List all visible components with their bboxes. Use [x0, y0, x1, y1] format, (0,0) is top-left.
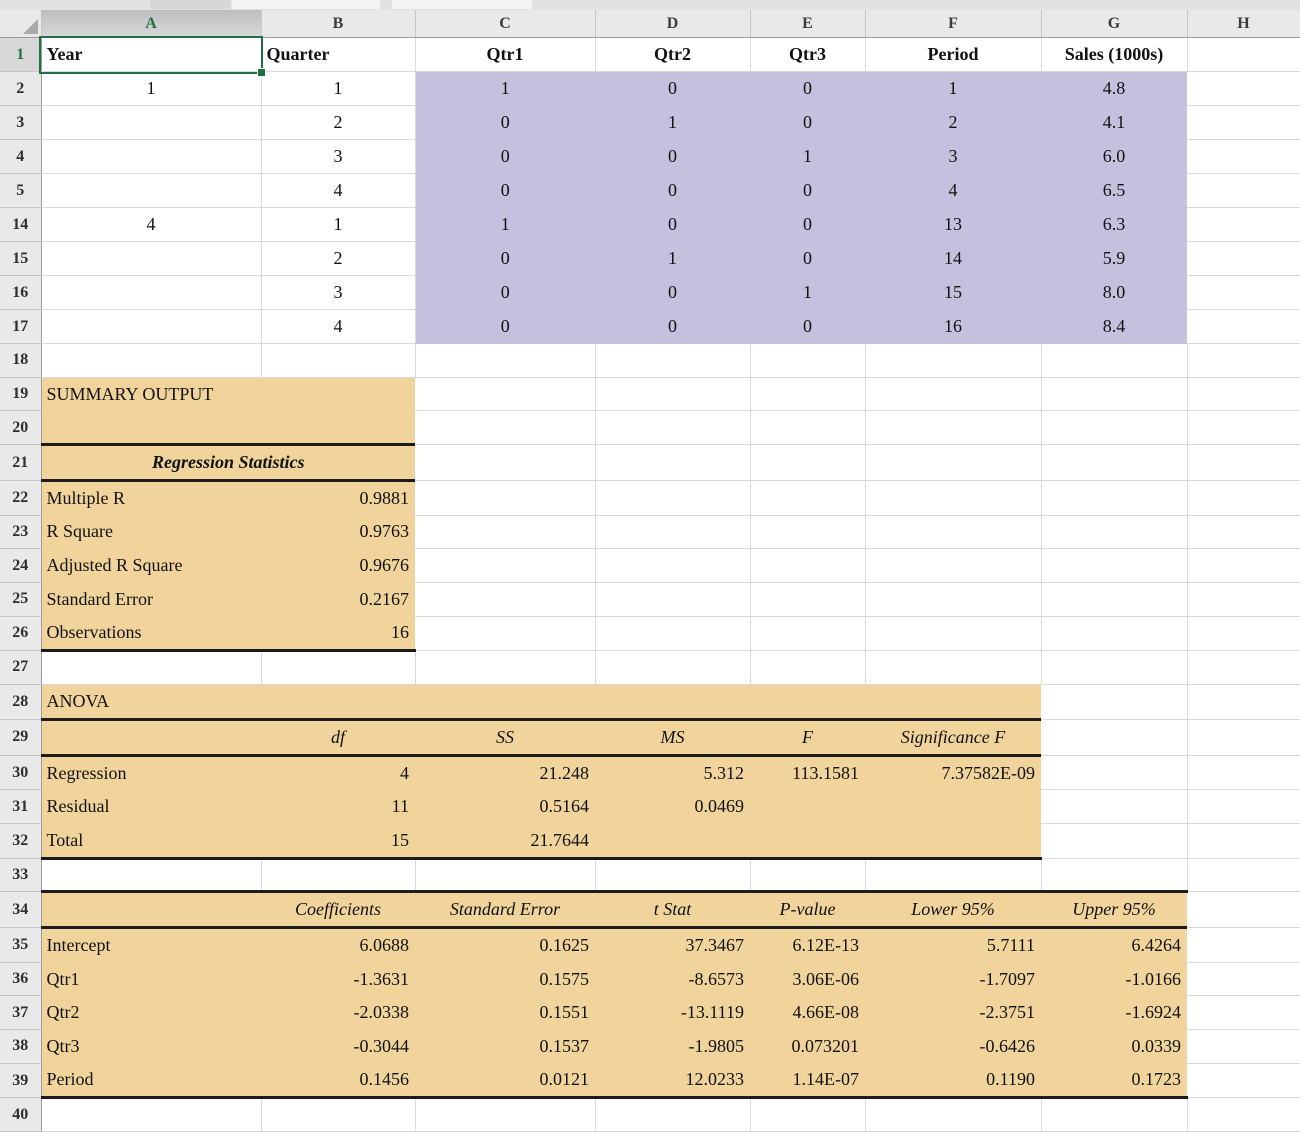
cell-A38[interactable]: Qtr3: [41, 1030, 261, 1064]
cell-B33[interactable]: [261, 858, 415, 892]
cell-A40[interactable]: [41, 1098, 261, 1132]
cell-G20[interactable]: [1041, 411, 1187, 445]
cell-B34[interactable]: Coefficients: [261, 892, 415, 928]
cell-B29[interactable]: df: [261, 719, 415, 755]
cell-F15[interactable]: 14: [865, 242, 1041, 276]
cell-D5[interactable]: 0: [595, 174, 750, 208]
cell-C16[interactable]: 0: [415, 276, 595, 310]
cell-F1[interactable]: Period: [865, 38, 1041, 72]
cell-C20[interactable]: [415, 411, 595, 445]
row-header-4[interactable]: 4: [0, 140, 41, 174]
cell-D31[interactable]: 0.0469: [595, 790, 750, 824]
cell-A32[interactable]: Total: [41, 824, 261, 859]
cell-G4[interactable]: 6.0: [1041, 140, 1187, 174]
cell-B25[interactable]: 0.2167: [261, 582, 415, 616]
cell-E2[interactable]: 0: [750, 72, 865, 106]
cell-C1[interactable]: Qtr1: [415, 38, 595, 72]
cell-H25[interactable]: [1187, 582, 1300, 616]
cell-H2[interactable]: [1187, 72, 1300, 106]
cell-D36[interactable]: -8.6573: [595, 962, 750, 996]
cell-H23[interactable]: [1187, 515, 1300, 549]
cell-D35[interactable]: 37.3467: [595, 928, 750, 963]
cell-E14[interactable]: 0: [750, 208, 865, 242]
cell-C21[interactable]: [415, 445, 595, 481]
cell-H34[interactable]: [1187, 892, 1300, 928]
cell-D14[interactable]: 0: [595, 208, 750, 242]
row-header-15[interactable]: 15: [0, 242, 41, 276]
cell-H24[interactable]: [1187, 549, 1300, 583]
cell-H14[interactable]: [1187, 208, 1300, 242]
cell-A35[interactable]: Intercept: [41, 928, 261, 963]
row-header-36[interactable]: 36: [0, 962, 41, 996]
cell-D39[interactable]: 12.0233: [595, 1063, 750, 1098]
cell-A24[interactable]: Adjusted R Square: [41, 549, 261, 583]
cell-G19[interactable]: [1041, 377, 1187, 411]
cell-E16[interactable]: 1: [750, 276, 865, 310]
cell-B22[interactable]: 0.9881: [261, 481, 415, 516]
cell-E3[interactable]: 0: [750, 106, 865, 140]
row-header-39[interactable]: 39: [0, 1063, 41, 1098]
cell-H37[interactable]: [1187, 996, 1300, 1030]
cell-B16[interactable]: 3: [261, 276, 415, 310]
cell-H15[interactable]: [1187, 242, 1300, 276]
cell-H26[interactable]: [1187, 616, 1300, 651]
cell-B27[interactable]: [261, 651, 415, 685]
row-header-14[interactable]: 14: [0, 208, 41, 242]
cell-G36[interactable]: -1.0166: [1041, 962, 1187, 996]
cell-D34[interactable]: t Stat: [595, 892, 750, 928]
cell-F38[interactable]: -0.6426: [865, 1030, 1041, 1064]
row-header-2[interactable]: 2: [0, 72, 41, 106]
cell-G33[interactable]: [1041, 858, 1187, 892]
row-header-22[interactable]: 22: [0, 481, 41, 516]
cell-D37[interactable]: -13.1119: [595, 996, 750, 1030]
row-header-19[interactable]: 19: [0, 377, 41, 411]
cell-D21[interactable]: [595, 445, 750, 481]
cell-A5[interactable]: [41, 174, 261, 208]
cell-A4[interactable]: [41, 140, 261, 174]
cell-E23[interactable]: [750, 515, 865, 549]
cell-E27[interactable]: [750, 651, 865, 685]
cell-A18[interactable]: [41, 344, 261, 378]
cell-F36[interactable]: -1.7097: [865, 962, 1041, 996]
cell-G14[interactable]: 6.3: [1041, 208, 1187, 242]
column-header-A[interactable]: A: [41, 10, 261, 38]
cell-A1[interactable]: Year: [41, 38, 261, 72]
row-header-1[interactable]: 1: [0, 38, 41, 72]
formula-bar-remnant: [0, 0, 1300, 10]
row-header-5[interactable]: 5: [0, 174, 41, 208]
cell-H16[interactable]: [1187, 276, 1300, 310]
cell-F20[interactable]: [865, 411, 1041, 445]
row-header-18[interactable]: 18: [0, 344, 41, 378]
cell-A16[interactable]: [41, 276, 261, 310]
cell-A17[interactable]: [41, 310, 261, 344]
column-header-G[interactable]: G: [1041, 10, 1187, 38]
cell-G1[interactable]: Sales (1000s): [1041, 38, 1187, 72]
cell-C37[interactable]: 0.1551: [415, 996, 595, 1030]
cell-F37[interactable]: -2.3751: [865, 996, 1041, 1030]
cell-C36[interactable]: 0.1575: [415, 962, 595, 996]
cell-D22[interactable]: [595, 481, 750, 516]
cell-E25[interactable]: [750, 582, 865, 616]
cell-F5[interactable]: 4: [865, 174, 1041, 208]
cell-E15[interactable]: 0: [750, 242, 865, 276]
cell-C4[interactable]: 0: [415, 140, 595, 174]
cell-B1[interactable]: Quarter: [261, 38, 415, 72]
cell-D1[interactable]: Qtr2: [595, 38, 750, 72]
cell-F19[interactable]: [865, 377, 1041, 411]
cell-C34[interactable]: Standard Error: [415, 892, 595, 928]
cell-E34[interactable]: P-value: [750, 892, 865, 928]
cell-E21[interactable]: [750, 445, 865, 481]
cell-F18[interactable]: [865, 344, 1041, 378]
cell-G40[interactable]: [1041, 1098, 1187, 1132]
cell-D17[interactable]: 0: [595, 310, 750, 344]
cell-A36[interactable]: Qtr1: [41, 962, 261, 996]
cell-E24[interactable]: [750, 549, 865, 583]
cell-D27[interactable]: [595, 651, 750, 685]
cell-D26[interactable]: [595, 616, 750, 651]
cell-D32[interactable]: [595, 824, 750, 859]
cell-C31[interactable]: 0.5164: [415, 790, 595, 824]
cell-E29[interactable]: F: [750, 719, 865, 755]
cell-H5[interactable]: [1187, 174, 1300, 208]
cell-C27[interactable]: [415, 651, 595, 685]
cell-C18[interactable]: [415, 344, 595, 378]
column-header-B[interactable]: B: [261, 10, 415, 38]
cell-H3[interactable]: [1187, 106, 1300, 140]
row-header-32[interactable]: 32: [0, 824, 41, 859]
name-box-remnant: [150, 0, 230, 9]
cell-E26[interactable]: [750, 616, 865, 651]
row-header-26[interactable]: 26: [0, 616, 41, 651]
cell-F23[interactable]: [865, 515, 1041, 549]
cell-D16[interactable]: 0: [595, 276, 750, 310]
row-header-27[interactable]: 27: [0, 651, 41, 685]
cell-D24[interactable]: [595, 549, 750, 583]
cell-C32[interactable]: 21.7644: [415, 824, 595, 859]
cell-C17[interactable]: 0: [415, 310, 595, 344]
cell-E19[interactable]: [750, 377, 865, 411]
row-header-33[interactable]: 33: [0, 858, 41, 892]
row-header-23[interactable]: 23: [0, 515, 41, 549]
cell-E1[interactable]: Qtr3: [750, 38, 865, 72]
row-header-24[interactable]: 24: [0, 549, 41, 583]
cell-F39[interactable]: 0.1190: [865, 1063, 1041, 1098]
cell-G28[interactable]: [1041, 684, 1187, 719]
cell-F40[interactable]: [865, 1098, 1041, 1132]
cell-C3[interactable]: 0: [415, 106, 595, 140]
cell-A34[interactable]: [41, 892, 261, 928]
cell-A22[interactable]: Multiple R: [41, 481, 261, 516]
cell-B17[interactable]: 4: [261, 310, 415, 344]
cell-F22[interactable]: [865, 481, 1041, 516]
row-header-35[interactable]: 35: [0, 928, 41, 963]
cell-B15[interactable]: 2: [261, 242, 415, 276]
cell-E30[interactable]: 113.1581: [750, 755, 865, 790]
cell-F21[interactable]: [865, 445, 1041, 481]
cell-B37[interactable]: -2.0338: [261, 996, 415, 1030]
cell-F30[interactable]: 7.37582E-09: [865, 755, 1041, 790]
cell-H20[interactable]: [1187, 411, 1300, 445]
cell-E17[interactable]: 0: [750, 310, 865, 344]
cell-H33[interactable]: [1187, 858, 1300, 892]
cell-B2[interactable]: 1: [261, 72, 415, 106]
cell-B5[interactable]: 4: [261, 174, 415, 208]
cell-H38[interactable]: [1187, 1030, 1300, 1064]
cell-H29[interactable]: [1187, 719, 1300, 755]
cell-E36[interactable]: 3.06E-06: [750, 962, 865, 996]
cell-C38[interactable]: 0.1537: [415, 1030, 595, 1064]
cell-F16[interactable]: 15: [865, 276, 1041, 310]
cell-D18[interactable]: [595, 344, 750, 378]
cell-E32[interactable]: [750, 824, 865, 859]
formula-input-remnant-2: [392, 0, 532, 9]
cell-D23[interactable]: [595, 515, 750, 549]
cell-G30[interactable]: [1041, 755, 1187, 790]
cell-F34[interactable]: Lower 95%: [865, 892, 1041, 928]
cell-F3[interactable]: 2: [865, 106, 1041, 140]
cell-D30[interactable]: 5.312: [595, 755, 750, 790]
cell-B26[interactable]: 16: [261, 616, 415, 651]
select-all-corner[interactable]: [0, 10, 41, 38]
cell-H21[interactable]: [1187, 445, 1300, 481]
row-header-37[interactable]: 37: [0, 996, 41, 1030]
cell-G2[interactable]: 4.8: [1041, 72, 1187, 106]
cell-B35[interactable]: 6.0688: [261, 928, 415, 963]
cell-H32[interactable]: [1187, 824, 1300, 859]
cell-C40[interactable]: [415, 1098, 595, 1132]
cell-A33[interactable]: [41, 858, 261, 892]
cell-G29[interactable]: [1041, 719, 1187, 755]
cell-F2[interactable]: 1: [865, 72, 1041, 106]
cell-F4[interactable]: 3: [865, 140, 1041, 174]
cell-E18[interactable]: [750, 344, 865, 378]
cell-G25[interactable]: [1041, 582, 1187, 616]
cell-G26[interactable]: [1041, 616, 1187, 651]
cell-C29[interactable]: SS: [415, 719, 595, 755]
cell-B38[interactable]: -0.3044: [261, 1030, 415, 1064]
cell-C5[interactable]: 0: [415, 174, 595, 208]
cell-C30[interactable]: 21.248: [415, 755, 595, 790]
cell-A29[interactable]: [41, 719, 261, 755]
cell-G17[interactable]: 8.4: [1041, 310, 1187, 344]
cell-B3[interactable]: 2: [261, 106, 415, 140]
worksheet-grid: [0, 10, 1300, 1132]
cell-H30[interactable]: [1187, 755, 1300, 790]
cell-C22[interactable]: [415, 481, 595, 516]
cell-A14[interactable]: 4: [41, 208, 261, 242]
row-header-28[interactable]: 28: [0, 684, 41, 719]
cell-E38[interactable]: 0.073201: [750, 1030, 865, 1064]
cell-C39[interactable]: 0.0121: [415, 1063, 595, 1098]
cell-F33[interactable]: [865, 858, 1041, 892]
cell-G32[interactable]: [1041, 824, 1187, 859]
row-header-29[interactable]: 29: [0, 719, 41, 755]
row-header-25[interactable]: 25: [0, 582, 41, 616]
cell-G18[interactable]: [1041, 344, 1187, 378]
cell-C2[interactable]: 1: [415, 72, 595, 106]
cell-C24[interactable]: [415, 549, 595, 583]
row-header-38[interactable]: 38: [0, 1030, 41, 1064]
cell-H39[interactable]: [1187, 1063, 1300, 1098]
column-header-F[interactable]: F: [865, 10, 1041, 38]
cell-H4[interactable]: [1187, 140, 1300, 174]
cell-C26[interactable]: [415, 616, 595, 651]
cell-E5[interactable]: 0: [750, 174, 865, 208]
cell-F29[interactable]: Significance F: [865, 719, 1041, 755]
cell-B36[interactable]: -1.3631: [261, 962, 415, 996]
cell-C25[interactable]: [415, 582, 595, 616]
cell-C23[interactable]: [415, 515, 595, 549]
cell-D2[interactable]: 0: [595, 72, 750, 106]
row-header-34[interactable]: 34: [0, 892, 41, 928]
cell-A37[interactable]: Qtr2: [41, 996, 261, 1030]
cell-A21[interactable]: Regression Statistics: [41, 445, 415, 481]
cell-A28[interactable]: ANOVA: [41, 684, 1041, 719]
cell-A30[interactable]: Regression: [41, 755, 261, 790]
cell-C35[interactable]: 0.1625: [415, 928, 595, 963]
column-header-D[interactable]: D: [595, 10, 750, 38]
cell-B23[interactable]: 0.9763: [261, 515, 415, 549]
cell-D3[interactable]: 1: [595, 106, 750, 140]
cell-B39[interactable]: 0.1456: [261, 1063, 415, 1098]
cell-F17[interactable]: 16: [865, 310, 1041, 344]
cell-H22[interactable]: [1187, 481, 1300, 516]
cell-D19[interactable]: [595, 377, 750, 411]
cell-A31[interactable]: Residual: [41, 790, 261, 824]
cell-H19[interactable]: [1187, 377, 1300, 411]
cell-E20[interactable]: [750, 411, 865, 445]
cell-E4[interactable]: 1: [750, 140, 865, 174]
select-all-triangle-icon: [23, 19, 38, 34]
row-header-40[interactable]: 40: [0, 1098, 41, 1132]
cell-G39[interactable]: 0.1723: [1041, 1063, 1187, 1098]
cell-A3[interactable]: [41, 106, 261, 140]
cell-E35[interactable]: 6.12E-13: [750, 928, 865, 963]
formula-input-remnant: [232, 0, 380, 9]
cell-G22[interactable]: [1041, 481, 1187, 516]
row-header-30[interactable]: 30: [0, 755, 41, 790]
cell-H40[interactable]: [1187, 1098, 1300, 1132]
cell-D29[interactable]: MS: [595, 719, 750, 755]
cell-G24[interactable]: [1041, 549, 1187, 583]
cell-G21[interactable]: [1041, 445, 1187, 481]
cell-G35[interactable]: 6.4264: [1041, 928, 1187, 963]
cell-H31[interactable]: [1187, 790, 1300, 824]
cell-G34[interactable]: Upper 95%: [1041, 892, 1187, 928]
cell-E39[interactable]: 1.14E-07: [750, 1063, 865, 1098]
row-header-21[interactable]: 21: [0, 445, 41, 481]
column-header-C[interactable]: C: [415, 10, 595, 38]
cell-B18[interactable]: [261, 344, 415, 378]
cell-C19[interactable]: [415, 377, 595, 411]
cell-F27[interactable]: [865, 651, 1041, 685]
cell-G16[interactable]: 8.0: [1041, 276, 1187, 310]
cell-H35[interactable]: [1187, 928, 1300, 963]
row-header-31[interactable]: 31: [0, 790, 41, 824]
cell-D40[interactable]: [595, 1098, 750, 1132]
cell-E33[interactable]: [750, 858, 865, 892]
row-header-20[interactable]: 20: [0, 411, 41, 445]
cell-A27[interactable]: [41, 651, 261, 685]
cell-A26[interactable]: Observations: [41, 616, 261, 651]
cell-A39[interactable]: Period: [41, 1063, 261, 1098]
cell-G38[interactable]: 0.0339: [1041, 1030, 1187, 1064]
row-header-16[interactable]: 16: [0, 276, 41, 310]
cell-F25[interactable]: [865, 582, 1041, 616]
row-header-17[interactable]: 17: [0, 310, 41, 344]
cell-E40[interactable]: [750, 1098, 865, 1132]
cell-H1[interactable]: [1187, 38, 1300, 72]
row-header-3[interactable]: 3: [0, 106, 41, 140]
column-header-H[interactable]: H: [1187, 10, 1300, 38]
cell-B30[interactable]: 4: [261, 755, 415, 790]
cell-H27[interactable]: [1187, 651, 1300, 685]
cell-B14[interactable]: 1: [261, 208, 415, 242]
cell-A25[interactable]: Standard Error: [41, 582, 261, 616]
cell-G27[interactable]: [1041, 651, 1187, 685]
cell-F14[interactable]: 13: [865, 208, 1041, 242]
cell-G3[interactable]: 4.1: [1041, 106, 1187, 140]
cell-H28[interactable]: [1187, 684, 1300, 719]
cell-B4[interactable]: 3: [261, 140, 415, 174]
cell-A19[interactable]: SUMMARY OUTPUT: [41, 377, 415, 411]
cell-B32[interactable]: 15: [261, 824, 415, 859]
cell-H18[interactable]: [1187, 344, 1300, 378]
cell-D15[interactable]: 1: [595, 242, 750, 276]
cell-G15[interactable]: 5.9: [1041, 242, 1187, 276]
cell-F24[interactable]: [865, 549, 1041, 583]
cell-F26[interactable]: [865, 616, 1041, 651]
cell-B31[interactable]: 11: [261, 790, 415, 824]
cell-H36[interactable]: [1187, 962, 1300, 996]
cell-A20[interactable]: [41, 411, 415, 445]
cell-D33[interactable]: [595, 858, 750, 892]
cell-D4[interactable]: 0: [595, 140, 750, 174]
cell-C15[interactable]: 0: [415, 242, 595, 276]
cell-E31[interactable]: [750, 790, 865, 824]
cell-F32[interactable]: [865, 824, 1041, 859]
cell-C14[interactable]: 1: [415, 208, 595, 242]
cell-A23[interactable]: R Square: [41, 515, 261, 549]
cell-D25[interactable]: [595, 582, 750, 616]
cell-B40[interactable]: [261, 1098, 415, 1132]
cell-F35[interactable]: 5.7111: [865, 928, 1041, 963]
cell-D20[interactable]: [595, 411, 750, 445]
cell-A15[interactable]: [41, 242, 261, 276]
cell-G37[interactable]: -1.6924: [1041, 996, 1187, 1030]
cell-E22[interactable]: [750, 481, 865, 516]
cell-A2[interactable]: 1: [41, 72, 261, 106]
cell-G5[interactable]: 6.5: [1041, 174, 1187, 208]
cell-H17[interactable]: [1187, 310, 1300, 344]
cell-E37[interactable]: 4.66E-08: [750, 996, 865, 1030]
cell-C33[interactable]: [415, 858, 595, 892]
cell-B24[interactable]: 0.9676: [261, 549, 415, 583]
cell-F31[interactable]: [865, 790, 1041, 824]
cell-G31[interactable]: [1041, 790, 1187, 824]
cell-D38[interactable]: -1.9805: [595, 1030, 750, 1064]
cell-G23[interactable]: [1041, 515, 1187, 549]
column-header-E[interactable]: E: [750, 10, 865, 38]
